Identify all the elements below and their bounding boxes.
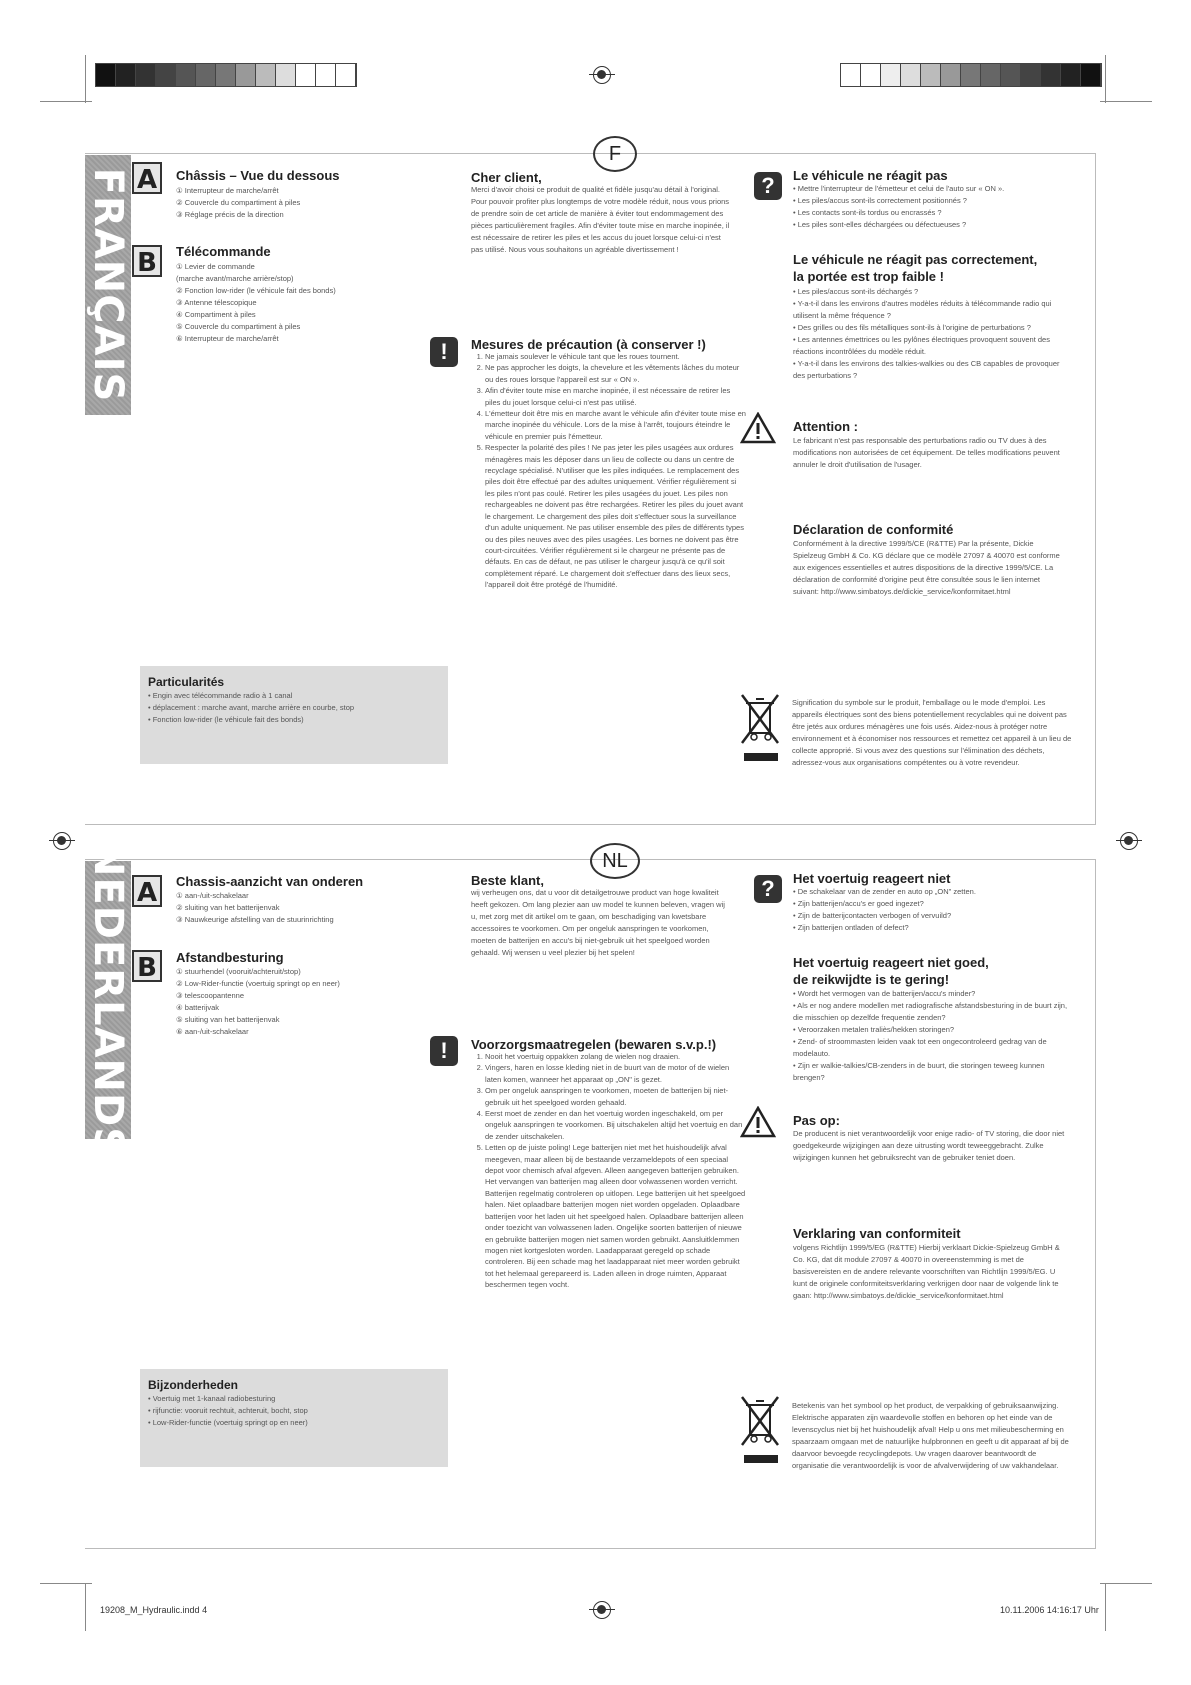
list-item: ② Fonction low-rider (le véhicule fait des bonds) (176, 286, 336, 295)
badreact-title-2: de reikwijdte is te gering! (793, 972, 950, 987)
list-item: ② Low-Rider-functie (voertuig springt op en neer) (176, 979, 340, 988)
list-item: ④ batterijvak (176, 1003, 219, 1012)
crop-mark (1105, 55, 1106, 103)
list-item: • déplacement : marche avant, marche arrière en courbe, stop (148, 702, 438, 714)
language-badge: F (593, 136, 637, 172)
weee-text: Signification du symbole sur le produit, l'emballage ou le mode d'emploi. Les appareils électriques sont des biens potentiellement recyclables qui ne doivent pas être jetés aux ordures ménagères une fois usés. Aidez-nous à protéger notre environnement et à économiser nos ressources et remettez cet appareil à un lieu de collecte approprié. Si vous avez des questions sur l'élimination des déchets, adressez-vous aux organisations compétentes ou à votre revendeur. (792, 698, 1072, 767)
caution-triangle-icon (740, 412, 776, 444)
color-bar-right (840, 63, 1102, 87)
noreact-list (793, 886, 1083, 934)
footer-filename: 19208_M_Hydraulic.indd 4 (100, 1605, 208, 1615)
list-item: • Als er nog andere modellen met radiografische afstandsbesturing in de buurt zijn, die misschien op dezelfde frequentie zenden? (793, 1000, 1078, 1024)
list-item: • Wordt het vermogen van de batterijen/accu's minder? (793, 988, 1078, 1000)
conformity-title: Verklaring van conformiteit (793, 1226, 961, 1241)
noreact-title: Le véhicule ne réagit pas (793, 168, 948, 183)
color-bar-left (95, 63, 357, 87)
question-icon: ? (754, 172, 782, 200)
attention-text: Le fabricant n'est pas responsable des perturbations radio ou TV dues à des modifications non autorisées de cet équipement. De telles modifications peuvent annuler le droit d'utilisation de l'usager. (793, 436, 1060, 469)
greeting-title: Beste klant, (471, 873, 544, 888)
list-item: ③ Réglage précis de la direction (176, 210, 284, 219)
remote-list (176, 966, 426, 1038)
list-item: (marche avant/marche arrière/stop) (176, 274, 294, 283)
list-item: ② sluiting van het batterijenvak (176, 903, 280, 912)
list-item: • Mettre l'interrupteur de l'émetteur et celui de l'auto sur « ON ». (793, 183, 1083, 195)
crop-mark (85, 1583, 86, 1631)
list-item: • Les piles/accus sont-ils déchargés ? (793, 286, 1073, 298)
list-item: ③ telescoopantenne (176, 991, 245, 1000)
language-tab-dutch (85, 842, 131, 1158)
chassis-title: Chassis-aanzicht van onderen (176, 874, 364, 889)
footer-timestamp: 10.11.2006 14:16:17 Uhr (1000, 1605, 1099, 1615)
greeting-text: wij verheugen ons, dat u voor dit detailgetrouwe product van hoge kwaliteit heeft gekozen. Om lang plezier aan uw model te kunnen beleven, vragen wij u, met zorg met dit artikel om te gaan, om beschadiging van kwetsbare accessoires te voorkomen. Om per ongeluk aanspringen te voorkomen, moeten de batterijen en accu's bij niet-gebruik uit het speelgoed worden gehaald. Wij wensen u veel plezier bij het spelen! (471, 888, 725, 957)
list-item: • De schakelaar van de zender en auto op „ON" zetten. (793, 886, 1083, 898)
list-item: ③ Antenne télescopique (176, 298, 257, 307)
attention-title: Attention : (793, 419, 858, 434)
list-item: • Veroorzaken metalen traliès/hekken storingen? (793, 1024, 1078, 1036)
crop-mark (1100, 1583, 1152, 1584)
letter-a-icon: A (132, 162, 162, 194)
chassis-list (176, 890, 426, 926)
list-item: 1. Nooit het voertuig oppakken zolang de wielen nog draaien. (485, 1051, 747, 1062)
language-tab-french (85, 155, 131, 415)
list-item: • Fonction low-rider (le véhicule fait des bonds) (148, 714, 438, 726)
list-item: 3. Om per ongeluk aanspringen te voorkomen, moeten de batterijen bij niet-gebruik uit het speelgoed worden gehaald. (485, 1085, 747, 1108)
attention-text: De producent is niet verantwoordelijk voor enige radio- of TV storing, die door niet goedgekeurde wijzigingen aan deze uitrusting wordt teweeggebracht. Zulke wijzigingen kunnen het gebruiksrecht van de gebruiker teniet doen. (793, 1129, 1065, 1162)
noreact-list (793, 183, 1083, 231)
list-item: ① Interrupteur de marche/arrêt (176, 186, 279, 195)
attention-title: Pas op: (793, 1113, 840, 1128)
list-item: ⑥ Interrupteur de marche/arrêt (176, 334, 279, 343)
warning-exclamation-icon: ! (430, 1036, 458, 1066)
list-item: • Zend- of stroommasten leiden vaak tot een ongecontroleerd gedrag van de modelauto. (793, 1036, 1078, 1060)
language-tab-label: NEDERLANDS (85, 842, 131, 1158)
crop-mark (85, 55, 86, 103)
features-title: Bijzonderheden (148, 1378, 239, 1392)
list-item: ① aan-/uit-schakelaar (176, 891, 249, 900)
list-item: • Les piles sont-elles déchargées ou défectueuses ? (793, 219, 1083, 231)
list-item: • Les antennes émettrices ou les pylônes électriques provoquent souvent des réactions incontrôlées du modèle réduit. (793, 334, 1073, 358)
list-item: ⑤ sluiting van het batterijenvak (176, 1015, 280, 1024)
list-item: • Zijn batterijen/accu's er goed ingezet? (793, 898, 1083, 910)
list-item: 1. Ne jamais soulever le véhicule tant que les roues tournent. (485, 351, 747, 362)
list-item: ① stuurhendel (vooruit/achteruit/stop) (176, 967, 301, 976)
list-item: • Voertuig met 1-kanaal radiobesturing (148, 1393, 438, 1405)
list-item: • Zijn er walkie-talkies/CB-zenders in de buurt, die storingen teweeg kunnen brengen? (793, 1060, 1078, 1084)
language-tab-label: FRANÇAIS (85, 167, 131, 403)
badreact-title-2: la portée est trop faible ! (793, 269, 944, 284)
list-item: 3. Afin d'éviter toute mise en marche inopinée, il est nécessaire de retirer les piles du jouet lorsque celui-ci n'est pas utilisé. (485, 385, 747, 408)
remote-title: Afstandbesturing (176, 950, 284, 965)
greeting-title: Cher client, (471, 170, 542, 185)
caution-triangle-icon (740, 1106, 776, 1138)
remote-list (176, 261, 426, 345)
warning-exclamation-icon: ! (430, 337, 458, 367)
crop-mark (1100, 101, 1152, 102)
list-item: • Les contacts sont-ils tordus ou encrassés ? (793, 207, 1083, 219)
list-item: ② Couvercle du compartiment à piles (176, 198, 301, 207)
list-item: ④ Compartiment à piles (176, 310, 256, 319)
noreact-title: Het voertuig reageert niet (793, 871, 951, 886)
letter-b-icon: B (132, 950, 162, 982)
precautions-list (471, 1051, 747, 1291)
list-item: • Y-a-t-il dans les environs des talkies-walkies ou des CB capables de provoquer des perturbations ? (793, 358, 1073, 382)
precautions-list (471, 351, 747, 591)
weee-bin-icon (738, 693, 782, 767)
conformity-text: Conformément à la directive 1999/5/CE (R&TTE) Par la présente, Dickie Spielzeug GmbH & Co. KG déclare que ce modèle 27097 & 40070 est conforme aux exigences essentielles et autres dispositions de la directive 1999/5/CE. La déclaration de conformité d'origine peut être consultée sous le lien internet suivant: http://www.simbatoys.de/dickie_service/konformitaet.html (793, 539, 1060, 596)
badreact-list (793, 988, 1078, 1084)
list-item: 5. Letten op de juiste poling! Lege batterijen niet met het huishoudelijk afval meegeven, maar alleen bij de bestaande verzameldepots of een speciaal depot voor chemisch afval afgeven. Alleen aangegeven batterijen gebruiken. Het vervangen van batterijen mag alleen door volwassenen worden verricht. Batterijen regelmatig controleren op uitlopen. Lege batterijen uit het speelgoed halen. Niet oplaadbare batterijen mogen niet worden opgeladen. Oplaadbare batterijen voor het laden uit het speelgoed halen. Oplaadbare batterijen alleen onder toezicht van volwassenen laden. Ongelijke soorten batterijen of nieuwe en gebruikte batterijen mogen niet samen worden gebruikt. Aansluitklemmen mogen niet kortgesloten worden. Laadapparaat geregeld op schade controleren. Bij een schade mag het laadapparaat niet meer worden gebruikt tot het helemaal gerepareerd is. Laden alleen in droge ruimten, Apparaat beschermen tegen vocht. (485, 1142, 747, 1290)
badreact-title-1: Het voertuig reageert niet goed, (793, 955, 989, 970)
list-item: 5. Respecter la polarité des piles ! Ne pas jeter les piles usagées aux ordures ménagères mais les déposer dans un lieu de collecte ou dans un centre de recyclage spécialisé. N'utiliser que les piles indiquées. Le remplacement des piles doit être effectué par des adultes uniquement. Vérifier régulièrement si les piles n'ont pas coulé. Retirer les piles usagées du jouet. Les piles non rechargeables ne doivent pas être rechargées. Retirer les piles du jouet avant le chargement. Le chargement des piles doit s'effectuer sous la surveillance d'un adulte uniquement. Ne pas utiliser ensemble des piles de différents types ou des piles neuves avec des piles usagées. Les bornes ne doivent pas être court-circuitées. Vérifier régulièrement si le chargeur ne présente pas de défauts. En cas de défaut, ne pas utiliser le chargeur jusqu'à ce qu'il soit complètement réparé. Le chargement doit s'effectuer dans des lieux secs, l'appareil doit être protégé de l'humidité. (485, 442, 747, 590)
question-icon: ? (754, 875, 782, 903)
list-item: • Zijn de batterijcontacten verbogen of vervuild? (793, 910, 1083, 922)
list-item: 2. Vingers, haren en losse kleding niet in de buurt van de motor of de wielen laten komen, wanneer het apparaat op „ON" is gezet. (485, 1062, 747, 1085)
badreact-title-1: Le véhicule ne réagit pas correctement, (793, 252, 1038, 267)
list-item: ③ Nauwkeurige afstelling van de stuurinrichting (176, 915, 334, 924)
letter-a-icon: A (132, 875, 162, 907)
letter-b-icon: B (132, 245, 162, 277)
list-item: • Zijn batterijen ontladen of defect? (793, 922, 1083, 934)
list-item: • Les piles/accus sont-ils correctement positionnés ? (793, 195, 1083, 207)
chassis-title: Châssis – Vue du dessous (176, 168, 340, 183)
list-item: ⑤ Couvercle du compartiment à piles (176, 322, 301, 331)
list-item: • Low-Rider-functie (voertuig springt op en neer) (148, 1417, 438, 1429)
language-badge: NL (590, 843, 640, 879)
list-item: ① Levier de commande (176, 262, 255, 271)
remote-title: Télécommande (176, 244, 271, 259)
greeting-text: Merci d'avoir choisi ce produit de qualité et fidèle jusqu'au détail à l'original. Pour pouvoir profiter plus longtemps de votre modèle réduit, nous vous prions de prendre soin de cet article de manière à éviter tout endommagement des pièces particulièrement fragiles. Afin d'éviter toute mise en marche inopinée, il est nécessaire de retirer les piles et les accus du jouet lorsque celui-ci n'est pas utilisé. Nous vous souhaitons un agréable divertissement ! (471, 185, 730, 254)
list-item: ⑥ aan-/uit-schakelaar (176, 1027, 249, 1036)
precautions-title: Mesures de précaution (à conserver !) (471, 337, 706, 352)
badreact-list (793, 286, 1073, 382)
registration-mark-icon (593, 1601, 611, 1619)
list-item: • Engin avec télécommande radio à 1 canal (148, 690, 438, 702)
list-item: 4. Eerst moet de zender en dan het voertuig worden ingeschakeld, om per ongeluk aanspringen te voorkomen. Bij uitschakelen altijd het voertuig en dan de zender uitschakelen. (485, 1108, 747, 1142)
crop-mark (1105, 1583, 1106, 1631)
registration-mark-icon (1120, 832, 1138, 850)
weee-bin-icon (738, 1395, 782, 1469)
features-list (148, 690, 438, 726)
features-list (148, 1393, 438, 1429)
list-item: • Des grilles ou des fils métalliques sont-ils à l'origine de perturbations ? (793, 322, 1073, 334)
list-item: • rijfunctie: vooruit rechtuit, achteruit, bocht, stop (148, 1405, 438, 1417)
registration-mark-icon (593, 66, 611, 84)
registration-mark-icon (53, 832, 71, 850)
list-item: 4. L'émetteur doit être mis en marche avant le véhicule afin d'éviter toute mise en marche inopinée du véhicule. Lors de la mise à l'arrêt, toujours éteindre le véhicule en premier puis l'émetteur. (485, 408, 747, 442)
list-item: 2. Ne pas approcher les doigts, la chevelure et les vêtements lâches du moteur ou des roues lorsque l'appareil est sur « ON ». (485, 362, 747, 385)
precautions-title: Voorzorgsmaatregelen (bewaren s.v.p.!) (471, 1037, 717, 1052)
features-title: Particularités (148, 675, 225, 689)
conformity-title: Déclaration de conformité (793, 522, 954, 537)
chassis-list (176, 185, 426, 221)
conformity-text: volgens Richtlijn 1999/5/EG (R&TTE) Hierbij verklaart Dickie-Spielzeug GmbH & Co. KG, dat dit module 27097 & 40070 in overeenstemming is met de basisvereisten en de andere relevante voorschriften van Richtlijn 1999/5/EG. U kunt de originele conformiteitsverklaring verkrijgen door naar de volgende link te gaan: http://www.simbatoys.de/dickie_service/konformitaet.html (793, 1243, 1060, 1300)
weee-text: Betekenis van het symbool op het product, de verpakking of gebruiksaanwijzing. Elektrische apparaten zijn waardevolle stoffen en behoren op het einde van de levenscyclus niet bij het huishoudelijk afval! Help u ons met milieubescherming en spaarzaam omgaan met de natuurlijke hulpbronnen en geeft u dit apparaat af bij de daarvoor bevoegde recyclingdepots. Uw vragen daarover beantwoordt de organisatie die verantwoordelijk is voor de afvalverwijdering of uw vakhandelaar. (792, 1401, 1069, 1470)
list-item: • Y-a-t-il dans les environs d'autres modèles réduits à télécommande radio qui utilisent la même fréquence ? (793, 298, 1073, 322)
